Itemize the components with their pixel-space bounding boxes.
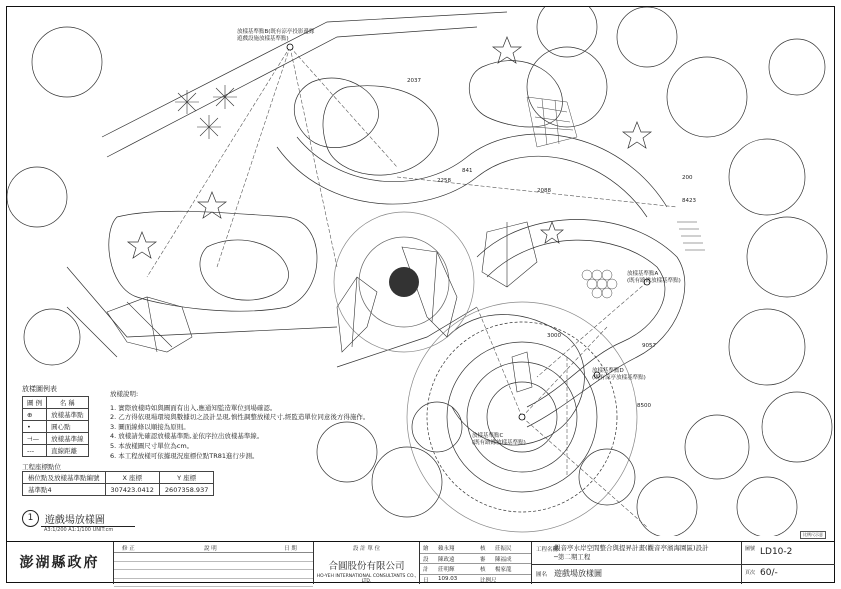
drawing-scale: A3:1/200 A1:1/100 UNIT:cm (44, 527, 114, 533)
notes-title: 放樣說明: (110, 390, 139, 398)
cp-header: X 座標 (105, 472, 159, 484)
designer-block (314, 542, 420, 584)
sheet-name-label: 圖名 (536, 572, 548, 578)
sign-label: 核 (480, 567, 486, 573)
ref-a-label: 放樣基準點A (既有路緣放樣基準點) (627, 271, 681, 284)
sign-name: 陳福成 (495, 556, 512, 563)
legend-title: 放樣圖例表 (22, 385, 57, 393)
legend-row (23, 433, 89, 445)
cp-id: 基準點4 (23, 484, 106, 496)
rev-header: 日 期 (284, 546, 297, 552)
dolphin-sculpture (337, 277, 377, 352)
play-field (109, 211, 317, 311)
rev-header: 說 明 (204, 546, 217, 552)
legend-name: 直線距離 (47, 445, 89, 457)
sign-label: 比例尺 (480, 577, 497, 584)
cp-header: Y 座標 (159, 472, 213, 484)
table-row (23, 484, 214, 496)
setting-out-notes (110, 390, 369, 461)
ref-d-label: 放樣基準點D (既有涼亭放樣基準點) (592, 368, 646, 381)
designer-label: 設 計 單 位 (352, 546, 381, 552)
sign-label: 繪 (423, 546, 429, 552)
sign-label: 計 (423, 567, 429, 573)
ref-b-label: 放樣基準點B(既有涼亭投影邊緣遊戲設施放樣基準點) (237, 29, 315, 42)
sign-date: 109.03 (438, 575, 458, 582)
legend-header: 名 稱 (47, 397, 89, 409)
legend-symbol: ⊕ (23, 409, 47, 421)
sign-label: 核 (480, 546, 486, 552)
legend-name: 放樣基準點 (47, 409, 89, 421)
designer-name: 合圓股份有限公司 (328, 561, 405, 572)
drawing-number: 1 (22, 510, 39, 527)
dim-label: 3000 (547, 333, 561, 339)
control-points-title: 工程座標點位 (22, 463, 61, 471)
note-item: 6. 本工程放樣可依據現況座標位點TR81進行步測。 (110, 451, 259, 460)
dim-label: 8500 (637, 403, 651, 409)
rope-net-area (469, 61, 562, 127)
drawing-no: LD10-2 (760, 547, 793, 557)
drawing-label (22, 510, 135, 533)
dim-label: 9057 (642, 343, 656, 349)
sign-label: 日 (423, 577, 429, 584)
sign-name: 陳政遠 (438, 556, 455, 563)
sign-name: 莊明輝 (438, 567, 455, 573)
dim-label: 2258 (437, 178, 451, 184)
ref-point-b (287, 44, 293, 50)
control-points (22, 462, 214, 496)
signoff-block (420, 542, 532, 584)
title-block (6, 541, 835, 583)
sign-label: 審 (480, 556, 486, 563)
legend-row (23, 409, 89, 421)
dim-label: 841 (462, 168, 473, 174)
project-label: 工程名稱 (536, 547, 559, 553)
ref-point-c (519, 414, 525, 420)
page-label: 頁次 (745, 570, 756, 576)
project-name: 觀音亭水岸空間整合與提昇計畫(觀音亭濱海園區)設計 ─第二期工程 (554, 544, 709, 561)
control-points-table (22, 471, 214, 496)
stepping-pads (582, 270, 617, 298)
sheet-name: 遊戲場放樣圖 (554, 569, 602, 578)
scale-note: 比例尺示意 (800, 531, 826, 539)
sign-label: 設 (423, 556, 429, 563)
note-item: 2. 乙方得依現場環境與數據切之設計呈現,慎性調整放樣尺寸,經監造單位同意後方得施作。 (110, 413, 370, 422)
ref-c-label: 放樣基準點C (既有路緣放樣基準點) (472, 433, 526, 446)
dim-label: 200 (682, 175, 693, 181)
legend-table (22, 396, 89, 457)
legend (22, 384, 89, 457)
turtle-sculpture (107, 297, 192, 352)
legend-symbol: --- (23, 445, 47, 457)
legend-name: 圓心點 (47, 421, 89, 433)
note-item: 4. 放樣請先確認放樣基準點,並依序拉出放樣基準線。 (110, 432, 264, 441)
legend-name: 放樣基準線 (47, 433, 89, 445)
sign-name: 賴永翔 (438, 546, 455, 552)
dim-label: 8423 (682, 198, 696, 204)
legend-symbol: • (23, 421, 47, 433)
legend-row (23, 421, 89, 433)
stairs (677, 222, 705, 250)
sign-name: 楊家龍 (495, 567, 512, 573)
revision-table (114, 542, 314, 584)
rev-header: 修 正 (122, 546, 135, 552)
note-item: 3. 圖面線條以順接為原則。 (110, 422, 190, 431)
dim-label: 2088 (537, 188, 551, 194)
central-disk (389, 267, 419, 297)
note-item: 1. 實際放樣時如與圖面有出入,應通知監造單位到場確認。 (110, 403, 277, 412)
drawing-title: 遊戲場放樣圖 (41, 515, 135, 527)
project-block (532, 542, 742, 584)
cp-header: 樁位點及放樣基準點編號 (23, 472, 106, 484)
legend-row (23, 445, 89, 457)
drawing-no-label: 圖號 (745, 546, 756, 552)
palm-tree (175, 90, 199, 114)
sheet-number-block (742, 542, 835, 584)
star-sculpture (493, 37, 521, 63)
planting-bed (294, 78, 378, 148)
note-item: 5. 本放樣圖尺寸單位為cm。 (110, 441, 194, 450)
designer-en: HO-YEH INTERNATIONAL CONSULTANTS CO., LTD. (316, 574, 417, 584)
legend-symbol: ⊣— (23, 433, 47, 445)
legend-header: 圖 例 (23, 397, 47, 409)
sign-name: 莊振民 (495, 546, 512, 552)
cp-x: 307423.0412 (105, 484, 159, 496)
page-number: 60/- (760, 568, 778, 578)
cp-y: 2607358.937 (159, 484, 213, 496)
dim-label: 2037 (407, 78, 421, 84)
client-name: 澎湖縣政府 (6, 542, 114, 584)
